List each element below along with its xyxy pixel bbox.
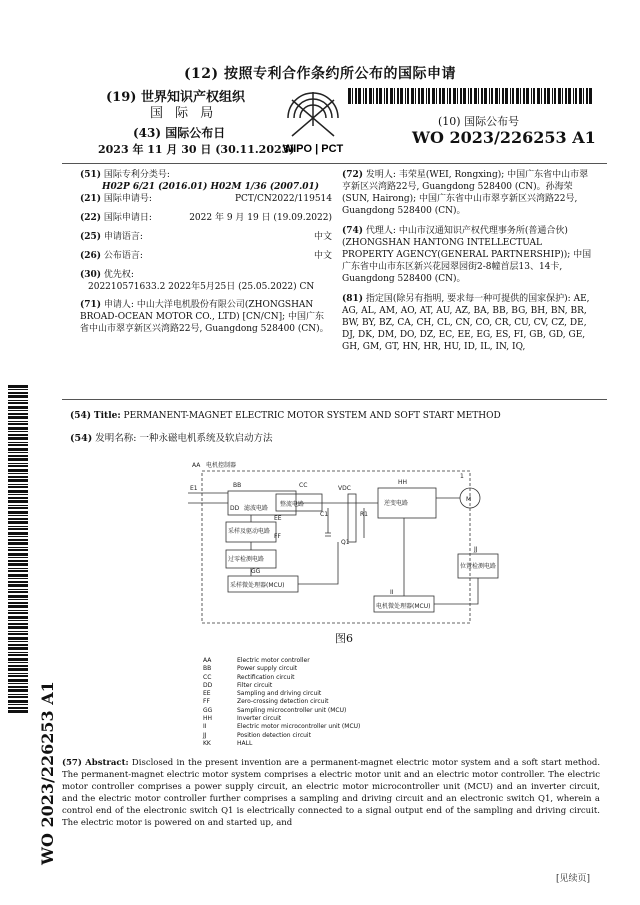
figure-legend xyxy=(203,657,360,748)
svg-text:M: M xyxy=(466,496,472,503)
svg-text:采样微处理器(MCU): 采样微处理器(MCU) xyxy=(230,582,285,589)
legend-row: GG Sampling microcontroller unit (MCU) xyxy=(203,706,347,714)
svg-text:采样及驱动电路: 采样及驱动电路 xyxy=(228,528,271,535)
legend-row: AA Electric motor controller xyxy=(203,657,310,664)
field-num: (21) xyxy=(80,194,102,204)
abstract-text: Disclosed in the present invention are a permanent-magnet electric motor system and a soft start method. The permanent-magnet electric motor system comprises a electric motor unit and an electric motor controller. The electric motor controller comprises a power supply circuit, an electric motor microcontroller unit (MCU) and an inverter circuit, and the electric motor controller further comprises a sampling and driving circuit and an electronic switch Q1, wherein a control end of the electronic switch Q1 is electrically connected to a signal output end of the sampling and driving circuit. The electric motor is powered on and started up, and xyxy=(62,758,601,828)
wipo-logo xyxy=(270,78,356,156)
field-label: 优先权: xyxy=(103,270,134,280)
field-label: 指定国(除另有指明, 要求每一种可提供的国家保护): xyxy=(365,294,571,304)
svg-text:GG: GG xyxy=(251,568,261,575)
left-bib-column xyxy=(80,169,332,335)
field-value: 中山市汉通知识产权代理事务所(普通合伙)(ZHONGSHAN HANTONG INTELLECTUAL PROPERTY AGENCY(GENERAL PARTNERSHIP)); 中国广东省中山市东区新兴花园翠园街2-8幢首层13、14卡, Guangdong 528400 (CN)。 xyxy=(342,226,592,284)
field-num: (72) xyxy=(342,170,364,180)
field-value: 202210571633.2 2022年5月25日 (25.05.2022) CN xyxy=(88,282,315,292)
svg-text:E1: E1 xyxy=(190,485,198,492)
legend-row: FF Zero-crossing detection circuit xyxy=(203,698,329,706)
svg-text:VDC: VDC xyxy=(338,485,351,492)
continued-note: [见续页] xyxy=(556,874,591,884)
svg-text:1: 1 xyxy=(460,473,464,480)
abstract-num: (57) xyxy=(62,758,82,768)
svg-text:HH: HH xyxy=(398,479,408,486)
field-label: 国际申请日: xyxy=(103,213,152,223)
svg-text:滤波电路: 滤波电路 xyxy=(244,505,269,512)
legend-row: HH Inverter circuit xyxy=(203,715,282,723)
legend-row: DD Filter circuit xyxy=(203,681,273,689)
field-label: 发明人: xyxy=(365,170,396,180)
pub-date: 2023 年 11 月 30 日 (30.11.2023) xyxy=(98,143,295,156)
title-cn: (54) 发明名称: 一种永磁电机系统及软启动方法 xyxy=(70,433,273,444)
header-divider xyxy=(62,163,607,164)
svg-text:位置检测电路: 位置检测电路 xyxy=(460,563,497,570)
svg-text:整流电路: 整流电路 xyxy=(280,501,305,508)
barcode-icon xyxy=(348,88,593,104)
svg-text:EE: EE xyxy=(274,515,282,522)
org-line1: 世界知识产权组织 xyxy=(140,90,245,105)
document-title: (12) 按照专利合作条约所公布的国际申请 xyxy=(183,66,457,82)
field-label: 国际专利分类号: xyxy=(103,170,170,180)
field-value: 2022 年 9 月 19 日 (19.09.2022) xyxy=(189,213,332,223)
svg-text:过零检测电路: 过零检测电路 xyxy=(228,556,265,563)
pub-no: WO 2023/226253 A1 xyxy=(412,128,596,147)
svg-text:BB: BB xyxy=(233,482,242,489)
svg-text:C1: C1 xyxy=(320,511,329,518)
svg-text:电机微处理器(MCU): 电机微处理器(MCU) xyxy=(376,603,431,610)
abstract-label: Abstract: xyxy=(85,758,129,768)
svg-text:II: II xyxy=(390,589,394,596)
figure-caption: 图6 xyxy=(335,632,353,645)
field-value: 中文 xyxy=(313,232,332,242)
field-label: 申请语言: xyxy=(103,232,143,242)
field-num: (81) xyxy=(342,294,364,304)
field-label: 代理人: xyxy=(365,226,396,236)
svg-text:DD: DD xyxy=(230,505,240,512)
field-num: (30) xyxy=(80,270,102,280)
vdc-bus xyxy=(348,494,356,542)
svg-text:JJ: JJ xyxy=(474,546,478,553)
org-line2: 国 际 局 xyxy=(150,106,218,121)
field-label: 国际申请号: xyxy=(103,194,152,204)
field-num: (26) xyxy=(80,251,102,261)
field-num: (22) xyxy=(80,213,102,223)
field-value: H02P 6/21 (2016.01) H02M 1/36 (2007.01) xyxy=(102,182,320,192)
field-value: 中山大洋电机股份有限公司(ZHONGSHAN BROAD-OCEAN MOTOR CO., LTD) [CN/CN]; 中国广东省中山市翠亨新区兴湾路22号, Guangdong 528400 (CN)。 xyxy=(80,300,329,334)
org-num: (19) xyxy=(106,90,137,105)
legend-row: EE Sampling and driving circuit xyxy=(203,690,322,698)
field-label: 公布语言: xyxy=(103,251,143,261)
title-divider xyxy=(62,399,607,400)
side-barcode-icon xyxy=(8,385,28,715)
pub-date-label: (43) 国际公布日 xyxy=(133,126,226,140)
svg-text:电机控制器: 电机控制器 xyxy=(206,462,237,469)
field-label: 申请人: xyxy=(103,300,134,310)
controller-boundary xyxy=(202,471,470,623)
legend-row: KK HALL xyxy=(203,739,253,747)
pub-no-label: (10) 国际公布号 xyxy=(438,115,520,128)
field-value: 中文 xyxy=(313,251,332,261)
svg-text:逆变电路: 逆变电路 xyxy=(384,500,409,507)
circuit-figure xyxy=(188,458,508,648)
side-pub-number: WO 2023/226253 A1 xyxy=(38,681,57,865)
field-value: AE, AG, AL, AM, AO, AT, AU, AZ, BA, BB, BG, BH, BN, BR, BW, BY, BZ, CA, CH, CL, CN, CO, CR, CU, CV, CZ, DE, DJ, DK, DM, DO, DZ, EC, EE, EG, ES, FI, GB, GD, GE, GH, GM, GT, HN, HR, HU, ID, IL, IN, IQ, xyxy=(342,294,590,352)
svg-text:R1: R1 xyxy=(360,511,368,518)
field-value: 韦荣星(WEI, Rongxing); 中国广东省中山市翠亨新区兴湾路22号, Guangdong 528400 (CN)。孙海荣(SUN, Hairong); 中国广东省中山市翠亨新区兴湾路22号, Guangdong 528400 (CN)。 xyxy=(342,170,589,216)
field-num: (51) xyxy=(80,170,102,180)
field-value: PCT/CN2022/119514 xyxy=(234,194,332,204)
legend-row: JJ Position detection circuit xyxy=(203,731,311,739)
field-num: (74) xyxy=(342,226,364,236)
legend-row: CC Rectification circuit xyxy=(203,673,295,681)
right-bib-column xyxy=(342,169,594,353)
svg-text:CC: CC xyxy=(299,482,308,489)
svg-text:FF: FF xyxy=(274,533,281,540)
capacitor-resistor xyxy=(325,508,364,538)
wipo-text: WIPO | PCT xyxy=(282,143,344,155)
field-num: (25) xyxy=(80,232,102,242)
legend-row: BB Power supply circuit xyxy=(203,665,298,673)
title-en: (54) Title: PERMANENT-MAGNET ELECTRIC MOTOR SYSTEM AND SOFT START METHOD xyxy=(70,411,501,421)
svg-text:AA: AA xyxy=(192,462,201,469)
legend-row: II Electric motor microcontroller unit (MCU) xyxy=(203,723,361,731)
svg-text:Q1: Q1 xyxy=(341,539,350,546)
field-num: (71) xyxy=(80,300,102,310)
abstract xyxy=(62,757,600,829)
